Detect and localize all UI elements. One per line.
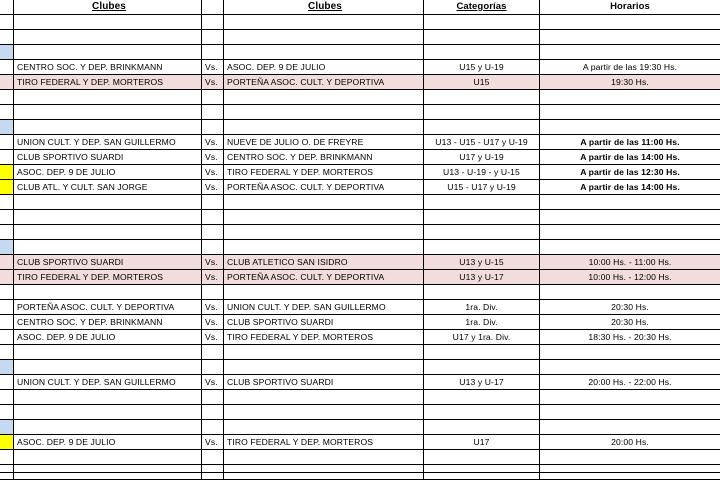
away-club-cell[interactable]: [224, 420, 424, 435]
marker-cell[interactable]: [0, 315, 14, 330]
table-row: [0, 60, 720, 75]
home-club-cell[interactable]: ASOC. DEP. 9 DE JULIO: [14, 330, 202, 345]
away-club-cell[interactable]: [224, 120, 424, 135]
away-club-cell[interactable]: [224, 390, 424, 405]
schedule-cell[interactable]: [540, 210, 720, 225]
home-club-cell[interactable]: [14, 105, 202, 120]
table-row: [0, 405, 720, 420]
category-cell[interactable]: U15: [424, 75, 540, 90]
header-marker-cell[interactable]: [0, 0, 14, 15]
away-club-cell[interactable]: ASOC. DEP. 9 DE JULIO: [224, 60, 424, 75]
vs-cell[interactable]: Vs.: [202, 255, 224, 270]
table-row: [0, 75, 720, 90]
vs-cell[interactable]: [202, 285, 224, 300]
vs-cell[interactable]: Vs.: [202, 330, 224, 345]
marker-cell[interactable]: [0, 150, 14, 165]
home-club-cell[interactable]: [14, 420, 202, 435]
marker-cell[interactable]: [0, 300, 14, 315]
home-club-cell[interactable]: [14, 30, 202, 45]
marker-cell[interactable]: [0, 390, 14, 405]
marker-cell[interactable]: [0, 225, 14, 240]
schedule-cell[interactable]: [540, 15, 720, 30]
marker-cell[interactable]: [0, 135, 14, 150]
table-row: [0, 15, 720, 30]
table-row: [0, 45, 720, 60]
schedule-cell[interactable]: 18:30 Hs. - 20:30 Hs.: [540, 330, 720, 345]
home-club-cell[interactable]: CLUB ATL. Y CULT. SAN JORGE: [14, 180, 202, 195]
table-row: [0, 210, 720, 225]
away-club-cell[interactable]: PORTEÑA ASOC. CULT. Y DEPORTIVA: [224, 75, 424, 90]
away-club-cell[interactable]: TIRO FEDERAL Y DEP. MORTEROS: [224, 165, 424, 180]
schedule-cell[interactable]: 20:30 Hs.: [540, 300, 720, 315]
vs-cell[interactable]: Vs.: [202, 315, 224, 330]
header-clubes-home[interactable]: [14, 0, 202, 15]
category-cell[interactable]: [424, 105, 540, 120]
table-row: [0, 225, 720, 240]
home-club-cell[interactable]: TIRO FEDERAL Y DEP. MORTEROS: [14, 75, 202, 90]
marker-cell[interactable]: [0, 195, 14, 210]
marker-cell[interactable]: [0, 330, 14, 345]
schedule-cell[interactable]: A partir de las 14:00 Hs.: [540, 180, 720, 195]
header-horarios-label: Horarios: [610, 1, 650, 12]
category-cell[interactable]: 1ra. Div.: [424, 315, 540, 330]
schedule-cell[interactable]: [540, 120, 720, 135]
vs-cell[interactable]: Vs.: [202, 270, 224, 285]
marker-cell[interactable]: [0, 60, 14, 75]
category-cell[interactable]: [424, 15, 540, 30]
schedule-cell[interactable]: A partir de las 11:00 Hs.: [540, 135, 720, 150]
away-club-cell[interactable]: [224, 405, 424, 420]
schedule-cell[interactable]: A partir de las 12:30 Hs.: [540, 165, 720, 180]
marker-cell[interactable]: [0, 75, 14, 90]
home-club-cell[interactable]: [14, 45, 202, 60]
vs-cell[interactable]: Vs.: [202, 150, 224, 165]
schedule-cell[interactable]: 10:00 Hs. - 12:00 Hs.: [540, 270, 720, 285]
schedule-cell[interactable]: [540, 450, 720, 465]
category-cell[interactable]: [424, 390, 540, 405]
table-row: [0, 375, 720, 390]
away-club-cell[interactable]: TIRO FEDERAL Y DEP. MORTEROS: [224, 330, 424, 345]
home-club-cell[interactable]: PORTEÑA ASOC. CULT. Y DEPORTIVA: [14, 300, 202, 315]
vs-cell[interactable]: [202, 360, 224, 375]
marker-cell[interactable]: [0, 375, 14, 390]
category-cell[interactable]: [424, 120, 540, 135]
home-club-cell[interactable]: [14, 405, 202, 420]
schedule-cell[interactable]: [540, 90, 720, 105]
away-club-cell[interactable]: [224, 225, 424, 240]
category-cell[interactable]: U17 y 1ra. Div.: [424, 330, 540, 345]
category-cell[interactable]: U13 y U-17: [424, 375, 540, 390]
category-cell[interactable]: [424, 405, 540, 420]
header-clubes-away[interactable]: [224, 0, 424, 15]
schedule-cell[interactable]: A partir de las 19:30 Hs.: [540, 60, 720, 75]
table-row: [0, 105, 720, 120]
marker-cell[interactable]: [0, 270, 14, 285]
category-cell[interactable]: U13 - U15 - U17 y U-19: [424, 135, 540, 150]
marker-cell[interactable]: [0, 45, 14, 60]
away-club-cell[interactable]: UNION CULT. Y DEP. SAN GUILLERMO: [224, 300, 424, 315]
away-club-cell[interactable]: [224, 30, 424, 45]
table-row: [0, 255, 720, 270]
home-club-cell[interactable]: [14, 450, 202, 465]
home-club-cell[interactable]: UNION CULT. Y DEP. SAN GUILLERMO: [14, 375, 202, 390]
marker-cell[interactable]: [0, 360, 14, 375]
table-row: [0, 330, 720, 345]
schedule-cell[interactable]: [540, 360, 720, 375]
vs-cell[interactable]: [202, 450, 224, 465]
marker-cell[interactable]: [0, 90, 14, 105]
schedule-cell[interactable]: 20:00 Hs.: [540, 435, 720, 450]
away-club-cell[interactable]: [224, 195, 424, 210]
table-row: [0, 90, 720, 105]
category-cell[interactable]: [424, 450, 540, 465]
bottom-border: [0, 472, 720, 473]
vs-cell[interactable]: Vs.: [202, 300, 224, 315]
vs-cell[interactable]: [202, 225, 224, 240]
vs-cell[interactable]: [202, 90, 224, 105]
category-cell[interactable]: [424, 210, 540, 225]
table-row: [0, 315, 720, 330]
home-club-cell[interactable]: [14, 360, 202, 375]
category-cell[interactable]: [424, 30, 540, 45]
schedule-cell[interactable]: [540, 195, 720, 210]
table-row: [0, 300, 720, 315]
category-cell[interactable]: U17 y U-19: [424, 150, 540, 165]
marker-cell[interactable]: [0, 285, 14, 300]
schedule-cell[interactable]: [540, 240, 720, 255]
away-club-cell[interactable]: [224, 360, 424, 375]
vs-cell[interactable]: Vs.: [202, 375, 224, 390]
vs-cell[interactable]: Vs.: [202, 165, 224, 180]
marker-cell[interactable]: [0, 240, 14, 255]
marker-cell[interactable]: [0, 180, 14, 195]
header-clubes-away-label: Clubes: [308, 1, 342, 12]
away-club-cell[interactable]: PORTEÑA ASOC. CULT. Y DEPORTIVA: [224, 270, 424, 285]
table-row: [0, 420, 720, 435]
marker-cell[interactable]: [0, 345, 14, 360]
marker-cell[interactable]: [0, 120, 14, 135]
away-club-cell[interactable]: [224, 15, 424, 30]
category-cell[interactable]: U15 y U-19: [424, 60, 540, 75]
vs-cell[interactable]: Vs.: [202, 135, 224, 150]
table-row: [0, 195, 720, 210]
vs-cell[interactable]: [202, 120, 224, 135]
away-club-cell[interactable]: [224, 90, 424, 105]
category-cell[interactable]: [424, 90, 540, 105]
marker-cell[interactable]: [0, 165, 14, 180]
away-club-cell[interactable]: NUEVE DE JULIO O. DE FREYRE: [224, 135, 424, 150]
home-club-cell[interactable]: UNION CULT. Y DEP. SAN GUILLERMO: [14, 135, 202, 150]
schedule-cell[interactable]: 10:00 Hs. - 11:00 Hs.: [540, 255, 720, 270]
category-cell[interactable]: U17: [424, 435, 540, 450]
schedule-cell[interactable]: 20:00 Hs. - 22:00 Hs.: [540, 375, 720, 390]
schedule-cell[interactable]: [540, 225, 720, 240]
vs-cell[interactable]: [202, 105, 224, 120]
marker-cell[interactable]: [0, 405, 14, 420]
away-club-cell[interactable]: [224, 210, 424, 225]
category-cell[interactable]: [424, 420, 540, 435]
home-club-cell[interactable]: ASOC. DEP. 9 DE JULIO: [14, 165, 202, 180]
header-row: [0, 0, 720, 15]
schedule-cell[interactable]: A partir de las 14:00 Hs.: [540, 150, 720, 165]
schedule-cell[interactable]: [540, 285, 720, 300]
vs-cell[interactable]: Vs.: [202, 435, 224, 450]
table-row: [0, 150, 720, 165]
category-cell[interactable]: U13 - U-19 - y U-15: [424, 165, 540, 180]
category-cell[interactable]: [424, 345, 540, 360]
away-club-cell[interactable]: [224, 105, 424, 120]
table-row: [0, 450, 720, 465]
schedule-cell[interactable]: [540, 420, 720, 435]
away-club-cell[interactable]: CLUB SPORTIVO SUARDI: [224, 315, 424, 330]
home-club-cell[interactable]: CENTRO SOC. Y DEP. BRINKMANN: [14, 315, 202, 330]
schedule-cell[interactable]: [540, 390, 720, 405]
table-row: [0, 345, 720, 360]
away-club-cell[interactable]: [224, 345, 424, 360]
marker-cell[interactable]: [0, 105, 14, 120]
home-club-cell[interactable]: [14, 120, 202, 135]
header-categorias-label: Categorías: [456, 1, 507, 12]
header-categorias[interactable]: [424, 0, 540, 15]
marker-cell[interactable]: [0, 420, 14, 435]
schedule-cell[interactable]: [540, 30, 720, 45]
category-cell[interactable]: 1ra. Div.: [424, 300, 540, 315]
marker-cell[interactable]: [0, 435, 14, 450]
header-vs-cell[interactable]: [202, 0, 224, 15]
category-cell[interactable]: U13 y U-17: [424, 270, 540, 285]
away-club-cell[interactable]: CLUB ATLETICO SAN ISIDRO: [224, 255, 424, 270]
home-club-cell[interactable]: [14, 15, 202, 30]
away-club-cell[interactable]: [224, 45, 424, 60]
home-club-cell[interactable]: [14, 225, 202, 240]
category-cell[interactable]: [424, 195, 540, 210]
header-horarios[interactable]: [540, 0, 720, 15]
marker-cell[interactable]: [0, 30, 14, 45]
category-cell[interactable]: [424, 285, 540, 300]
vs-cell[interactable]: [202, 420, 224, 435]
home-club-cell[interactable]: CENTRO SOC. Y DEP. BRINKMANN: [14, 60, 202, 75]
header-clubes-home-label: Clubes: [92, 1, 126, 12]
category-cell[interactable]: U13 y U-15: [424, 255, 540, 270]
schedule-cell[interactable]: [540, 345, 720, 360]
table-row: [0, 360, 720, 375]
category-cell[interactable]: [424, 225, 540, 240]
away-club-cell[interactable]: CLUB SPORTIVO SUARDI: [224, 375, 424, 390]
marker-cell[interactable]: [0, 255, 14, 270]
vs-cell[interactable]: [202, 15, 224, 30]
table-row: [0, 435, 720, 450]
home-club-cell[interactable]: ASOC. DEP. 9 DE JULIO: [14, 435, 202, 450]
vs-cell[interactable]: [202, 240, 224, 255]
schedule-cell[interactable]: [540, 105, 720, 120]
marker-cell[interactable]: [0, 210, 14, 225]
schedule-cell[interactable]: [540, 405, 720, 420]
vs-cell[interactable]: [202, 390, 224, 405]
home-club-cell[interactable]: [14, 195, 202, 210]
table-row: [0, 30, 720, 45]
schedule-cell[interactable]: 19:30 Hs.: [540, 75, 720, 90]
vs-cell[interactable]: [202, 345, 224, 360]
vs-cell[interactable]: [202, 195, 224, 210]
vs-cell[interactable]: Vs.: [202, 60, 224, 75]
home-club-cell[interactable]: [14, 90, 202, 105]
home-club-cell[interactable]: [14, 210, 202, 225]
vs-cell[interactable]: [202, 45, 224, 60]
vs-cell[interactable]: [202, 30, 224, 45]
vs-cell[interactable]: [202, 210, 224, 225]
category-cell[interactable]: U15 - U17 y U-19: [424, 180, 540, 195]
home-club-cell[interactable]: CLUB SPORTIVO SUARDI: [14, 150, 202, 165]
table-row: [0, 270, 720, 285]
marker-cell[interactable]: [0, 450, 14, 465]
home-club-cell[interactable]: TIRO FEDERAL Y DEP. MORTEROS: [14, 270, 202, 285]
home-club-cell[interactable]: CLUB SPORTIVO SUARDI: [14, 255, 202, 270]
table-row: [0, 240, 720, 255]
away-club-cell[interactable]: TIRO FEDERAL Y DEP. MORTEROS: [224, 435, 424, 450]
table-row: [0, 390, 720, 405]
schedule-cell[interactable]: 20:30 Hs.: [540, 315, 720, 330]
vs-cell[interactable]: [202, 405, 224, 420]
home-club-cell[interactable]: [14, 240, 202, 255]
schedule-cell[interactable]: [540, 45, 720, 60]
table-row: [0, 180, 720, 195]
category-cell[interactable]: [424, 240, 540, 255]
table-row: [0, 135, 720, 150]
away-club-cell[interactable]: CENTRO SOC. Y DEP. BRINKMANN: [224, 150, 424, 165]
vs-cell[interactable]: Vs.: [202, 180, 224, 195]
category-cell[interactable]: [424, 360, 540, 375]
table-row: [0, 285, 720, 300]
vs-cell[interactable]: Vs.: [202, 75, 224, 90]
away-club-cell[interactable]: [224, 285, 424, 300]
table-row: [0, 120, 720, 135]
marker-cell[interactable]: [0, 15, 14, 30]
away-club-cell[interactable]: [224, 450, 424, 465]
away-club-cell[interactable]: [224, 240, 424, 255]
home-club-cell[interactable]: [14, 390, 202, 405]
table-row: [0, 165, 720, 180]
home-club-cell[interactable]: [14, 285, 202, 300]
away-club-cell[interactable]: PORTEÑA ASOC. CULT. Y DEPORTIVA: [224, 180, 424, 195]
home-club-cell[interactable]: [14, 345, 202, 360]
category-cell[interactable]: [424, 45, 540, 60]
